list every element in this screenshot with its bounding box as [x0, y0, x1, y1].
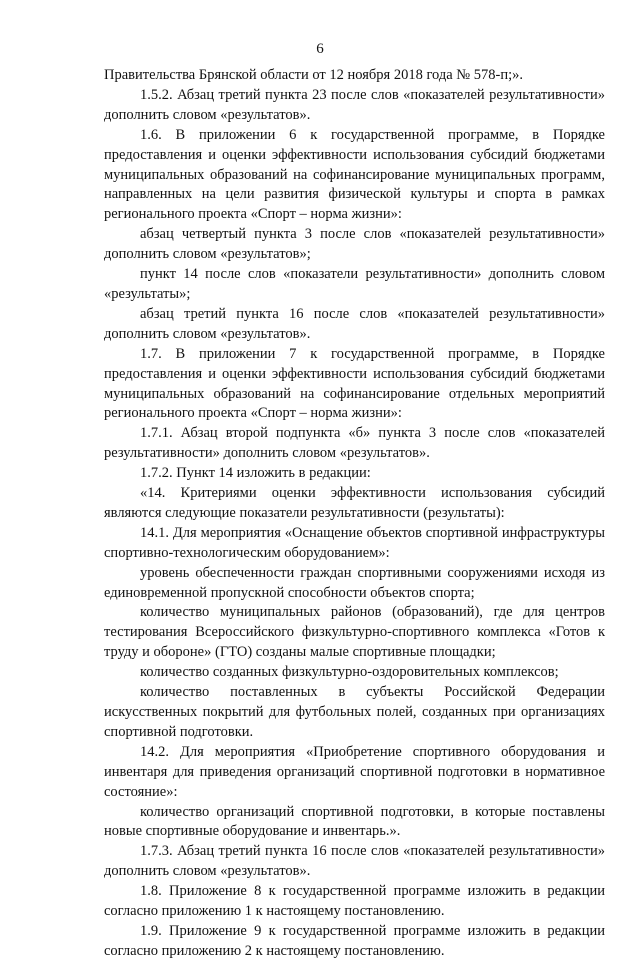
paragraph-1-6-item-1: абзац четвертый пункта 3 после слов «показателей результативности» дополнить словом «результатов»; — [104, 226, 605, 263]
paragraph-1-6: 1.6. В приложении 6 к государственной программе, в Порядке предоставления и оценки эффективности использования субсидий бюджетами муниципальных образований на софинансирование муниципальных программ, направленных на цели развития физической культуры и спорта в рамках регионального проекта «Спорт – норма жизни»: — [104, 126, 605, 223]
paragraph-14-2: 14.2. Для мероприятия «Приобретение спортивного оборудования и инвентаря для приведения организаций спортивной подготовки в нормативное состояние»: — [104, 743, 605, 800]
paragraph-continuation: Правительства Брянской области от 12 ноября 2018 года № 578-п;». — [104, 67, 524, 83]
paragraph-14-1-item-3: количество созданных физкультурно-оздоровительных комплексов; — [140, 664, 559, 681]
page-number: 6 — [316, 41, 324, 57]
paragraph-1-9: 1.9. Приложение 9 к государственной программе изложить в редакции согласно приложению 2 к настоящему постановлению. — [104, 922, 605, 959]
paragraph-1-7-2: 1.7.2. Пункт 14 изложить в редакции: — [140, 465, 371, 482]
paragraph-14: «14. Критериями оценки эффективности использования субсидий являются следующие показатели результативности (результаты): — [104, 485, 605, 521]
paragraph-14-1-item-1: уровень обеспеченности граждан спортивными сооружениями исходя из единовременной пропускной способности объектов спорта; — [104, 564, 605, 601]
paragraph-14-1: 14.1. Для мероприятия «Оснащение объектов спортивной инфраструктуры спортивно-технологическим оборудованием»: — [104, 524, 605, 561]
paragraph-14-2-item-1: количество организаций спортивной подготовки, в которые поставлены новые спортивные оборудование и инвентарь.». — [104, 803, 605, 840]
paragraph-14-1-item-4: количество поставленных в субъекты Российской Федерации искусственных покрытий для футбольных полей, созданных при организациях спортивной подготовки. — [104, 684, 605, 740]
paragraph-1-7: 1.7. В приложении 7 к государственной программе, в Порядке предоставления и оценки эффективности использования субсидий бюджетами муниципальных образований на софинансирование отдельных мероприятий регионального проекта «Спорт – норма жизни»: — [104, 345, 605, 422]
paragraph-14-1-item-2: количество муниципальных районов (образований), где для центров тестирования Всероссийского физкультурно-спортивного комплекса «Готов к труду и обороне» (ГТО) созданы малые спортивные площадки; — [104, 604, 605, 661]
paragraph-1-6-item-3: абзац третий пункта 16 после слов «показателей результативности» дополнить словом «результатов». — [104, 305, 605, 342]
paragraph-1-8: 1.8. Приложение 8 к государственной программе изложить в редакции согласно приложению 1 к настоящему постановлению. — [104, 883, 605, 920]
paragraph-1-6-item-2: пункт 14 после слов «показатели результативности» дополнить словом «результаты»; — [104, 266, 605, 302]
paragraph-1-7-1: 1.7.1. Абзац второй подпункта «б» пункта 3 после слов «показателей результативности» дополнить словом «результатов». — [104, 425, 605, 462]
document-body — [104, 66, 605, 962]
paragraph-1-7-3: 1.7.3. Абзац третий пункта 16 после слов «показателей результативности» дополнить словом «результатов». — [104, 843, 605, 880]
paragraph-1-5-2: 1.5.2. Абзац третий пункта 23 после слов «показателей результативности» дополнить словом «результатов». — [104, 86, 605, 123]
